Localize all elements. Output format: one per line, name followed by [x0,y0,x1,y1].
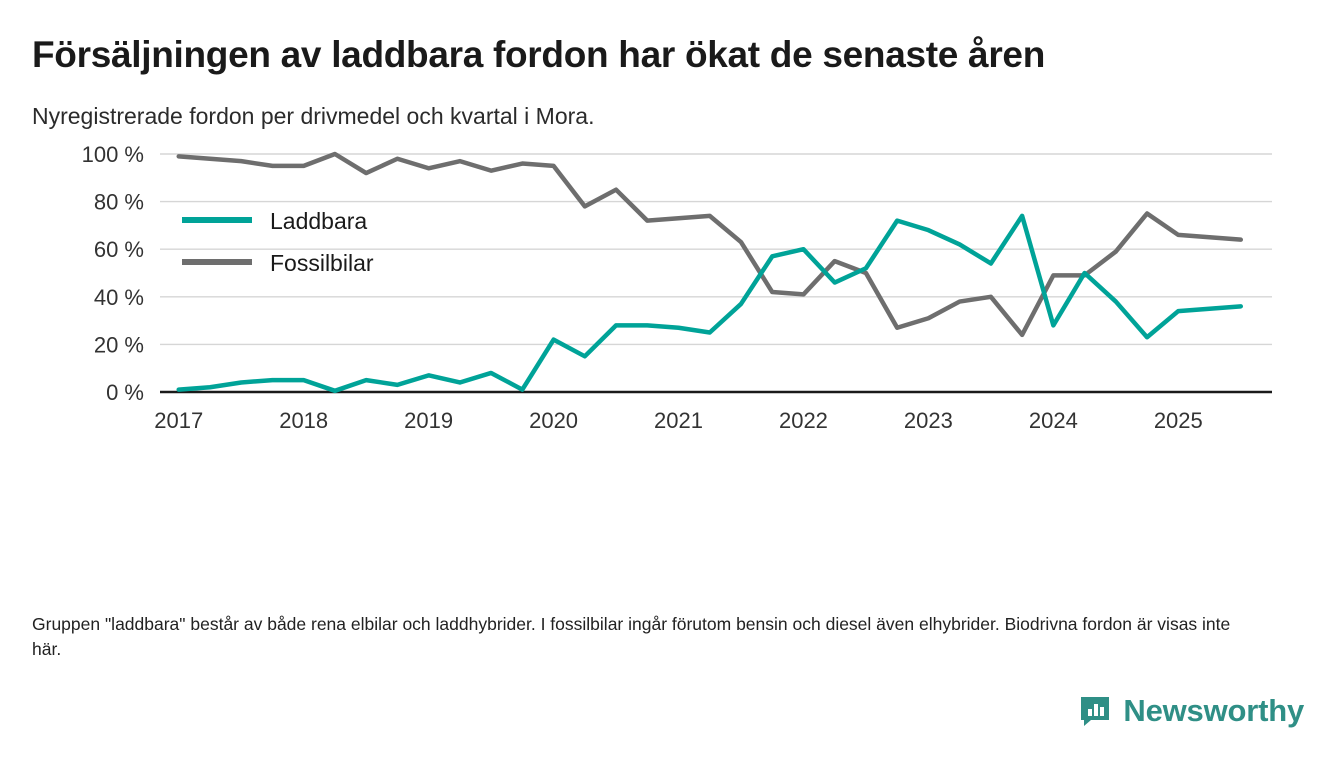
y-tick-label: 80 % [93,189,144,215]
x-tick-label: 2023 [903,407,953,433]
page-title: Försäljningen av laddbara fordon har ökat de senaste åren [32,34,1046,75]
x-tick-label: 2020 [529,407,579,433]
chart-page [0,34,1340,767]
y-tick-label: 20 % [93,331,144,357]
series-line-fossilbilar [179,154,1241,335]
line-chart [32,144,1308,464]
series-line-laddbara [179,215,1241,390]
legend-label-fossilbilar: Fossilbilar [270,249,374,276]
legend-label-laddbara: Laddbara [270,207,368,234]
brand-name: Newsworthy [1123,693,1304,728]
x-tick-label: 2025 [1153,407,1203,433]
x-tick-label: 2017 [154,407,204,433]
chart-footnote: Gruppen "laddbara" består av både rena elbilar och laddhybrider. I fossilbilar ingår förutom bensin och diesel även elhybrider. Biodrivna fordon är visas inte här. [32,613,1231,659]
x-tick-label: 2021 [654,407,703,433]
bar-chart-logo-icon [1077,693,1113,729]
page-subtitle: Nyregistrerade fordon per drivmedel och kvartal i Mora. [32,102,595,129]
y-tick-label: 0 % [106,379,144,405]
x-tick-label: 2018 [279,407,329,433]
x-tick-label: 2022 [778,407,828,433]
x-tick-label: 2019 [404,407,454,433]
chart-container [32,144,1308,464]
x-tick-label: 2024 [1028,407,1078,433]
y-tick-label: 100 % [81,143,144,167]
y-tick-label: 40 % [93,284,144,310]
y-tick-label: 60 % [93,236,144,262]
brand-logo [1077,693,1304,729]
